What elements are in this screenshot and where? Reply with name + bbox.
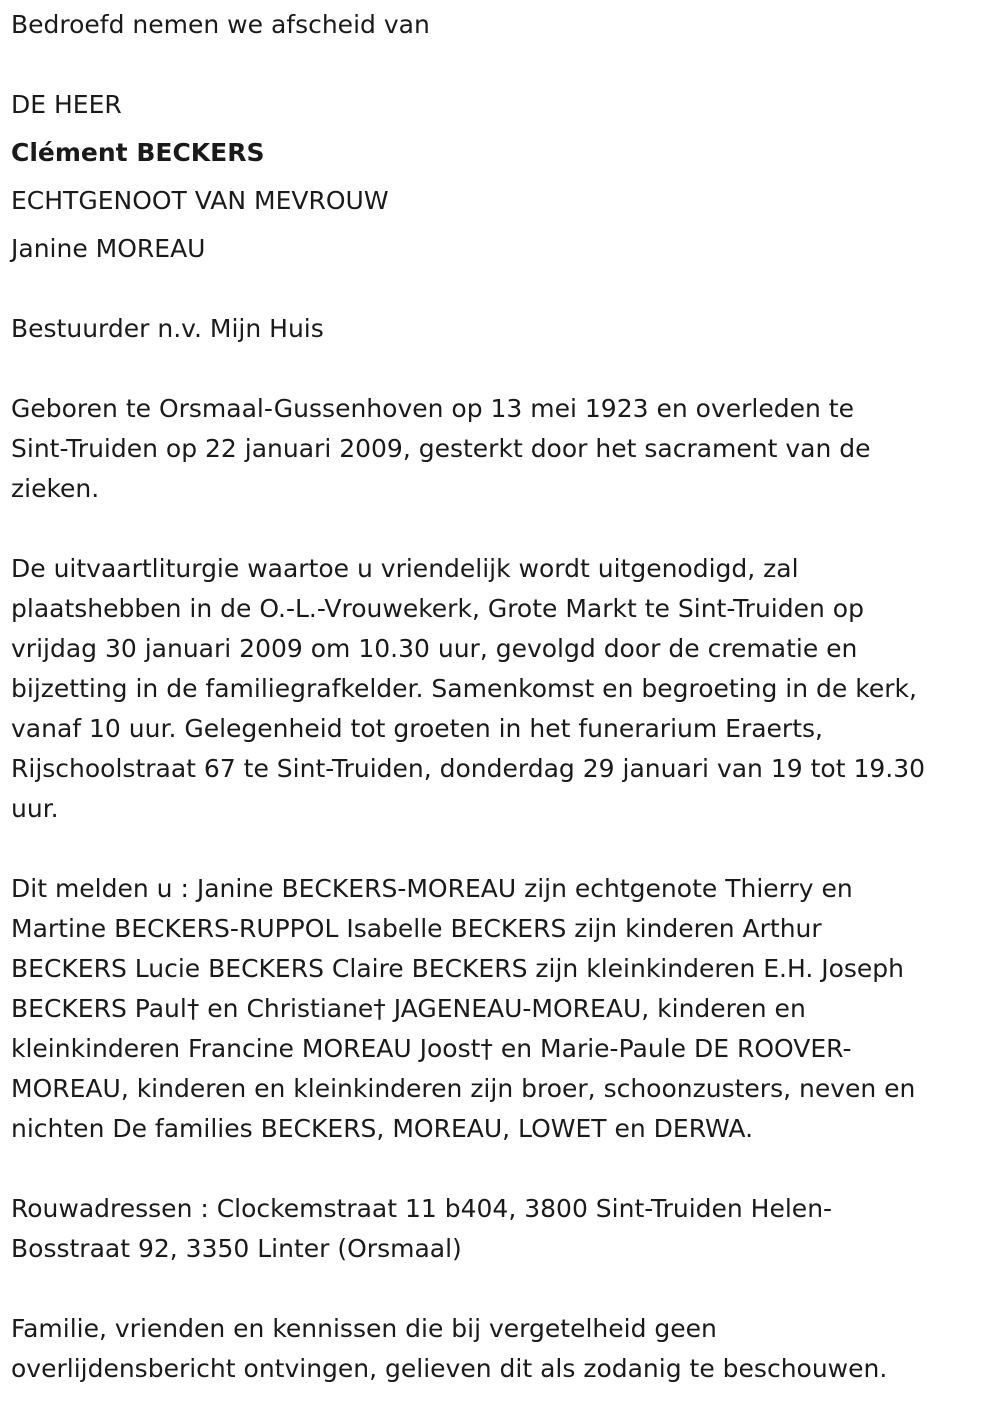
spacer <box>11 45 990 85</box>
spacer <box>11 1269 990 1309</box>
deceased-name: Clément BECKERS <box>11 138 265 167</box>
addresses-paragraph: Rouwadressen : Clockemstraat 11 b404, 3800 Sint-Truiden Helen- Bosstraat 92, 3350 Linter (Orsmaal) <box>11 1194 833 1263</box>
birth-death-paragraph: Geboren te Orsmaal-Gussenhoven op 13 mei 1923 en overleden te Sint-Truiden op 22 januari 2009, gesterkt door het sacrament van de zieken. <box>11 394 871 503</box>
spouse-label: ECHTGENOOT VAN MEVROUW <box>11 186 389 215</box>
occupation-text: Bestuurder n.v. Mijn Huis <box>11 314 324 343</box>
funeral-paragraph: De uitvaartliturgie waartoe u vriendelijk wordt uitgenodigd, zal plaatshebben in de O.-L.-Vrouwekerk, Grote Markt te Sint-Truiden op vrijdag 30 januari 2009 om 10.30 uur, gevolgd door de crematie en bijzetting in de familiegrafkelder. Samenkomst en begroeting in de kerk, vanaf 10 uur. Gelegenheid tot groeten in het funerarium Eraerts, Rijschoolstraat 67 te Sint-Truiden, donderdag 29 januari van 19 tot 19.30 uur. <box>11 554 926 823</box>
intro-text: Bedroefd nemen we afscheid van <box>11 10 430 39</box>
closing-paragraph: Familie, vrienden en kennissen die bij vergetelheid geen overlijdensbericht ontvingen, gelieven dit als zodanig te beschouwen. <box>11 1314 888 1383</box>
spacer <box>11 509 990 549</box>
family-paragraph: Dit melden u : Janine BECKERS-MOREAU zijn echtgenote Thierry en Martine BECKERS-RUPPOL Isabelle BECKERS zijn kinderen Arthur BECKERS Lucie BECKERS Claire BECKERS zijn kleinkinderen E.H. Joseph BECKERS Paul† en Christiane† JAGENEAU-MOREAU, kinderen en kleinkinderen Francine MOREAU Joost† en Marie-Paule DE ROOVER- MOREAU, kinderen en kleinkinderen zijn broer, schoonzusters, neven en nichten De families BECKERS, MOREAU, LOWET en DERWA. <box>11 874 916 1143</box>
spouse-name: Janine MOREAU <box>11 234 206 263</box>
spacer <box>11 349 990 389</box>
spacer <box>11 1149 990 1189</box>
title-prefix: DE HEER <box>11 90 122 119</box>
spacer <box>11 829 990 869</box>
spacer <box>11 269 990 309</box>
